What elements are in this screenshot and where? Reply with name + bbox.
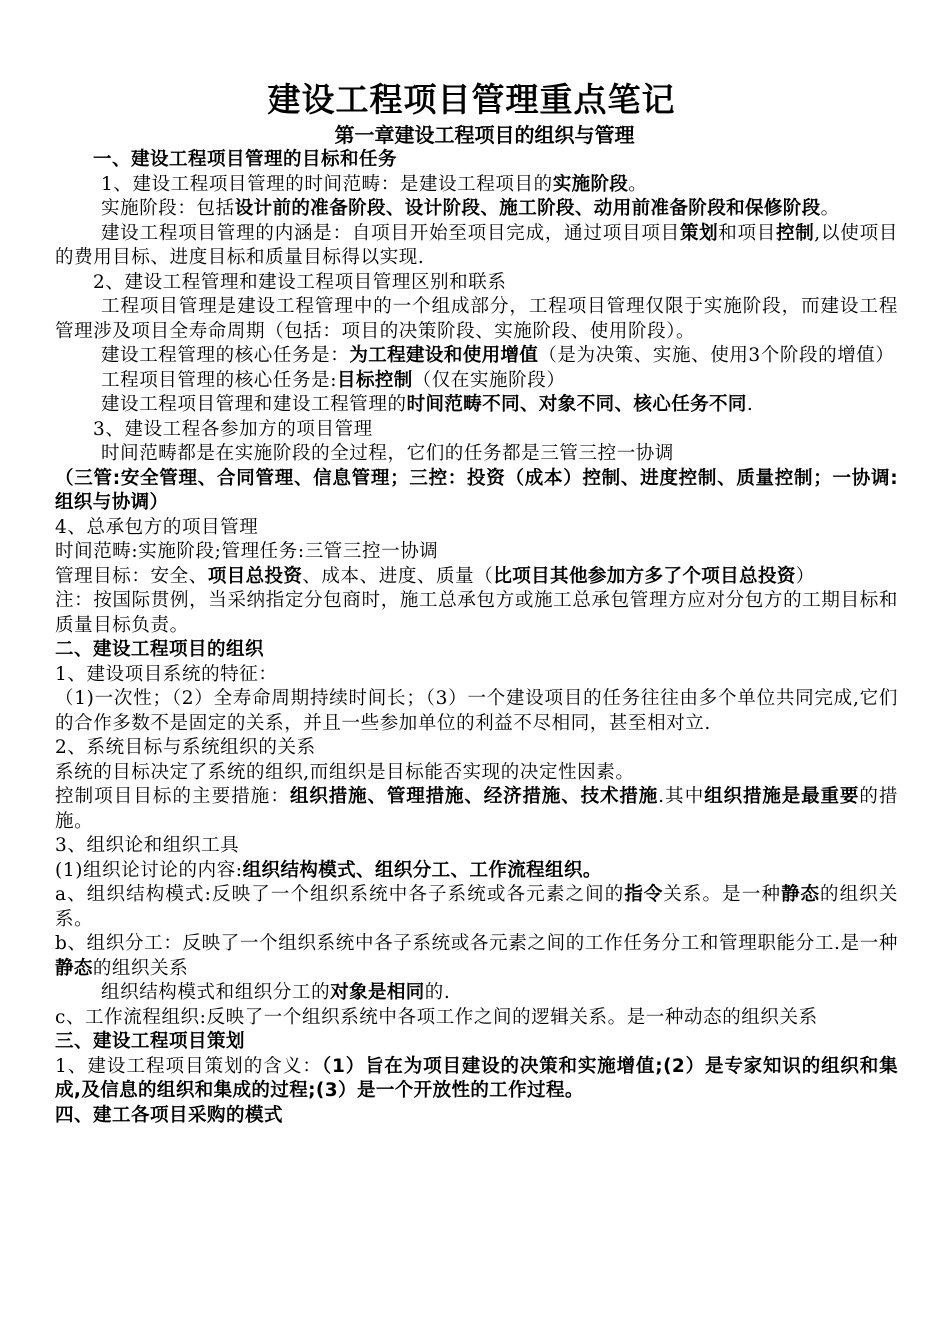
- paragraph: 系统的目标决定了系统的组织,而组织是目标能否实现的决定性因素。: [55, 761, 635, 783]
- paragraph: 建设工程项目管理的内涵是：自项目开始至项目完成，通过项目项目策划和项目控制,以使项目的费用目标、进度目标和质量目标得以实现.: [55, 222, 898, 268]
- chapter-title: 第一章建设工程项目的组织与管理: [334, 123, 635, 147]
- paragraph: (1)组织论讨论的内容:组织结构模式、组织分工、工作流程组织。: [55, 859, 602, 881]
- paragraph: 建设工程项目管理和建设工程管理的时间范畴不同、对象不同、核心任务不同.: [101, 394, 754, 415]
- paragraph: 1、建设工程项目策划的含义：（1）旨在为项目建设的决策和实施增值;(2）是专家知识的组织和集成,及信息的组织和集成的过程;(3）是一个开放性的工作过程。: [55, 1055, 899, 1101]
- section-heading-3: 三、建设工程项目策划: [55, 1031, 246, 1052]
- document-page: [55, 78, 898, 1128]
- paragraph: 1、建设工程项目管理的时间范畴：是建设工程项目的实施阶段。: [101, 173, 648, 195]
- subheading: 3、组织论和组织工具: [55, 835, 240, 856]
- paragraph: 工程项目管理的核心任务是:目标控制（仅在实施阶段）: [101, 369, 566, 391]
- paragraph: 组织结构模式和组织分工的对象是相同的.: [101, 982, 451, 1003]
- subheading: 2、系统目标与系统组织的关系: [55, 737, 316, 758]
- paragraph: （1)一次性；（2）全寿命周期持续时间长；（3）一个建设项目的任务往往由多个单位共同完成,它们的合作多数不是固定的关系，并且一些参加单位的利益不尽相同，甚至相对立.: [55, 688, 898, 734]
- section-heading-1: 一、建设工程项目管理的目标和任务: [93, 149, 398, 170]
- section-heading-2: 二、建设工程项目的组织: [55, 639, 265, 660]
- note-paragraph: 注：按国际贯例，当采纳指定分包商时，施工总承包方或施工总承包管理方应对分包方的工期目标和质量目标负责。: [55, 590, 898, 636]
- subheading: 2、建设工程管理和建设工程项目管理区别和联系: [93, 271, 507, 293]
- paragraph: a、组织结构模式:反映了一个组织系统中各子系统或各元素之间的指令关系。是一种静态的组织关系。: [55, 884, 898, 930]
- paragraph: 时间范畴都是在实施阶段的全过程，它们的任务都是三管三控一协调: [101, 443, 675, 464]
- paragraph: b、组织分工：反映了一个组织系统中各子系统或各元素之间的工作任务分工和管理职能分工.是一种静态的组织关系: [55, 933, 898, 979]
- document-title: 建设工程项目管理重点笔记: [267, 80, 676, 119]
- paragraph: 管理目标：安全、项目总投资、成本、进度、质量（比项目其他参加方多了个项目总投资）: [55, 565, 815, 587]
- paragraph: 工程项目管理是建设工程管理中的一个组成部分，工程项目管理仅限于实施阶段，而建设工程管理涉及项目全寿命周期（包括：项目的决策阶段、实施阶段、使用阶段）。: [55, 296, 898, 342]
- section-heading-4: 四、建工各项目采购的模式: [55, 1104, 284, 1126]
- paragraph: 建设工程管理的核心任务是：为工程建设和使用增值（是为决策、实施、使用3个阶段的增值）: [101, 345, 895, 366]
- paragraph: 控制项目目标的主要措施：组织措施、管理措施、经济措施、技术措施.其中组织措施是最重要的措施。: [55, 786, 899, 832]
- paragraph: 实施阶段：包括设计前的准备阶段、设计阶段、施工阶段、动用前准备阶段和保修阶段。: [101, 198, 840, 219]
- subheading: 4、总承包方的项目管理: [55, 516, 259, 538]
- subheading: 3、建设工程各参加方的项目管理: [93, 418, 373, 440]
- subheading: 1、建设项目系统的特征：: [55, 663, 278, 685]
- paragraph: c、工作流程组织:反映了一个组织系统中各项工作之间的逻辑关系。是一种动态的组织关系: [55, 1006, 818, 1028]
- paragraph: 时间范畴:实施阶段;管理任务:三管三控一协调: [55, 541, 439, 562]
- paragraph-bold: （三管:安全管理、合同管理、信息管理；三控：投资（成本）控制、进度控制、质量控制；一协调:组织与协调）: [55, 467, 898, 513]
